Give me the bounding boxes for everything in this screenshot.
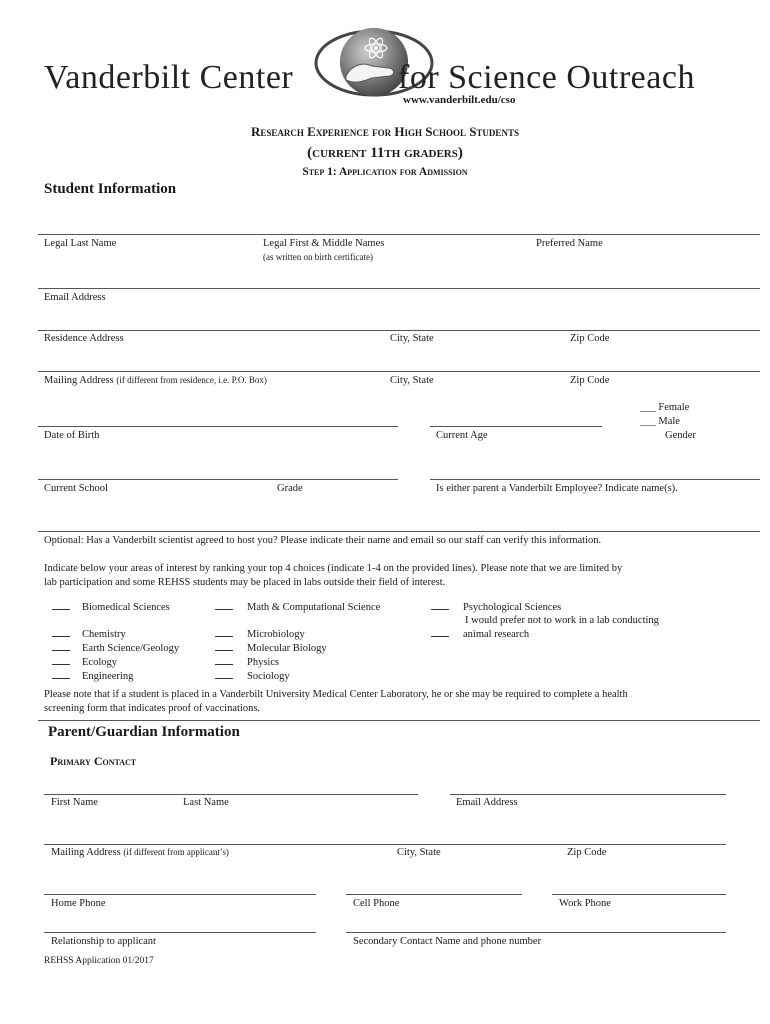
interest-label: Chemistry bbox=[82, 629, 126, 640]
zip-label: Zip Code bbox=[570, 333, 610, 344]
interest-label: Engineering bbox=[82, 671, 134, 682]
rank-blank[interactable] bbox=[215, 641, 233, 651]
interest-label: Physics bbox=[247, 657, 280, 668]
divider bbox=[44, 844, 726, 845]
interest-label: Biomedical Sciences bbox=[82, 602, 170, 613]
relationship-label: Relationship to applicant bbox=[51, 936, 156, 947]
interest-label: Molecular Biology bbox=[247, 643, 327, 654]
divider bbox=[38, 371, 760, 372]
secondary-contact-line bbox=[346, 932, 726, 933]
rank-blank[interactable] bbox=[52, 669, 70, 679]
residence-address-label: Residence Address bbox=[44, 333, 124, 344]
preferred-name-label: Preferred Name bbox=[536, 238, 603, 249]
male-option[interactable]: ___ Male bbox=[640, 416, 680, 427]
rank-blank[interactable] bbox=[431, 627, 449, 637]
rank-blank[interactable] bbox=[215, 627, 233, 637]
interest-item-psychological[interactable] bbox=[431, 600, 561, 614]
gender-label: Gender bbox=[665, 430, 696, 441]
vaccine-note-2: screening form that indicates proof of vaccinations. bbox=[44, 703, 261, 714]
form-heading: Research Experience for High School Students bbox=[251, 124, 519, 139]
legal-first-middle-label: Legal First & Middle Names bbox=[263, 238, 385, 249]
parent-employee-label: Is either parent a Vanderbilt Employee? Indicate name(s). bbox=[436, 483, 678, 494]
interest-label: Math & Computational Science bbox=[247, 602, 381, 613]
parent-mailing-note: (if different from applicant’s) bbox=[123, 847, 229, 857]
age-line bbox=[430, 426, 602, 427]
email-label: Email Address bbox=[44, 292, 106, 303]
home-phone-line bbox=[44, 894, 316, 895]
home-phone-label: Home Phone bbox=[51, 898, 106, 909]
rank-blank[interactable] bbox=[52, 655, 70, 665]
interest-label: Earth Science/Geology bbox=[82, 643, 180, 654]
interest-item-chemistry[interactable] bbox=[52, 627, 126, 641]
parent-last-name-label: Last Name bbox=[183, 797, 229, 808]
birth-cert-note: (as written on birth certificate) bbox=[263, 252, 373, 262]
parent-city-state-label: City, State bbox=[397, 847, 441, 858]
grade-label: Grade bbox=[277, 483, 303, 494]
rank-blank[interactable] bbox=[52, 641, 70, 651]
work-phone-line bbox=[552, 894, 726, 895]
divider bbox=[38, 720, 760, 721]
interest-item-earth-science[interactable] bbox=[52, 641, 179, 655]
interest-item-microbiology[interactable] bbox=[215, 627, 305, 641]
divider bbox=[430, 479, 760, 480]
parent-zip-label: Zip Code bbox=[567, 847, 607, 858]
divider bbox=[38, 234, 760, 235]
interest-item-physics[interactable] bbox=[215, 655, 279, 669]
optional-host-note: Optional: Has a Vanderbilt scientist agreed to host you? Please indicate their name and email so our staff can verify this information. bbox=[44, 535, 602, 546]
interest-item-math[interactable] bbox=[215, 600, 380, 614]
cell-phone-line bbox=[346, 894, 522, 895]
rank-blank[interactable] bbox=[215, 655, 233, 665]
interest-label: Microbiology bbox=[247, 629, 305, 640]
interest-label: animal research bbox=[463, 629, 530, 640]
divider bbox=[38, 479, 398, 480]
rank-blank[interactable] bbox=[52, 627, 70, 637]
primary-contact-heading: Primary Contact bbox=[50, 754, 137, 768]
interest-item-no-animal-research[interactable] bbox=[431, 627, 529, 641]
rank-blank[interactable] bbox=[52, 600, 70, 610]
legal-last-name-label: Legal Last Name bbox=[44, 238, 117, 249]
parent-email-label: Email Address bbox=[456, 797, 518, 808]
interest-label: Psychological Sciences bbox=[463, 602, 562, 613]
rank-blank[interactable] bbox=[431, 600, 449, 610]
female-option[interactable]: ___ Female bbox=[640, 402, 690, 413]
student-section-title: Student Information bbox=[44, 181, 177, 197]
parent-first-name-label: First Name bbox=[51, 797, 98, 808]
org-title-left: Vanderbilt Center bbox=[44, 59, 294, 96]
mailing-address-note: (if different from residence, i.e. P.O. Box) bbox=[116, 375, 267, 385]
parent-mailing-text: Mailing Address bbox=[51, 847, 121, 858]
no-animal-research-note: I would prefer not to work in a lab conducting bbox=[465, 615, 659, 626]
divider bbox=[38, 531, 760, 532]
interest-item-biomedical[interactable] bbox=[52, 600, 170, 614]
current-school-label: Current School bbox=[44, 483, 108, 494]
vaccine-note-1: Please note that if a student is placed in a Vanderbilt University Medical Center Laboratory, he or she may be required to complete a health bbox=[44, 689, 628, 700]
form-version: REHSS Application 01/2017 bbox=[44, 956, 154, 966]
cell-phone-label: Cell Phone bbox=[353, 898, 400, 909]
rank-blank[interactable] bbox=[215, 600, 233, 610]
relationship-line bbox=[44, 932, 316, 933]
dob-label: Date of Birth bbox=[44, 430, 100, 441]
dob-line bbox=[38, 426, 398, 427]
org-url: www.vanderbilt.edu/cso bbox=[403, 94, 516, 106]
form-subheading: (current 11th graders) bbox=[307, 145, 463, 161]
org-title-right: for Science Outreach bbox=[398, 59, 695, 96]
interest-instructions-1: Indicate below your areas of interest by ranking your top 4 choices (indicate 1-4 on the provided lines). Please note that we are limited by bbox=[44, 563, 623, 574]
divider bbox=[38, 330, 760, 331]
divider bbox=[38, 288, 760, 289]
form-step: Step 1: Application for Admission bbox=[302, 166, 468, 178]
parent-section-title: Parent/Guardian Information bbox=[48, 724, 240, 740]
interest-item-molecular-biology[interactable] bbox=[215, 641, 327, 655]
mailing-address-label bbox=[44, 374, 267, 387]
interest-label: Sociology bbox=[247, 671, 290, 682]
interest-instructions-2: lab participation and some REHSS students may be placed in labs outside their field of interest. bbox=[44, 577, 446, 588]
secondary-contact-label: Secondary Contact Name and phone number bbox=[353, 936, 542, 947]
parent-mailing-label bbox=[51, 846, 229, 859]
city-state-label: City, State bbox=[390, 333, 434, 344]
interest-item-sociology[interactable] bbox=[215, 669, 290, 683]
current-age-label: Current Age bbox=[436, 430, 488, 441]
city-state-label: City, State bbox=[390, 375, 434, 386]
interest-item-engineering[interactable] bbox=[52, 669, 133, 683]
work-phone-label: Work Phone bbox=[559, 898, 611, 909]
zip-label: Zip Code bbox=[570, 375, 610, 386]
mailing-address-text: Mailing Address bbox=[44, 375, 114, 386]
email-line bbox=[450, 794, 726, 795]
name-line bbox=[44, 794, 418, 795]
rank-blank[interactable] bbox=[215, 669, 233, 679]
interest-label: Ecology bbox=[82, 657, 117, 668]
interest-item-ecology[interactable] bbox=[52, 655, 117, 669]
